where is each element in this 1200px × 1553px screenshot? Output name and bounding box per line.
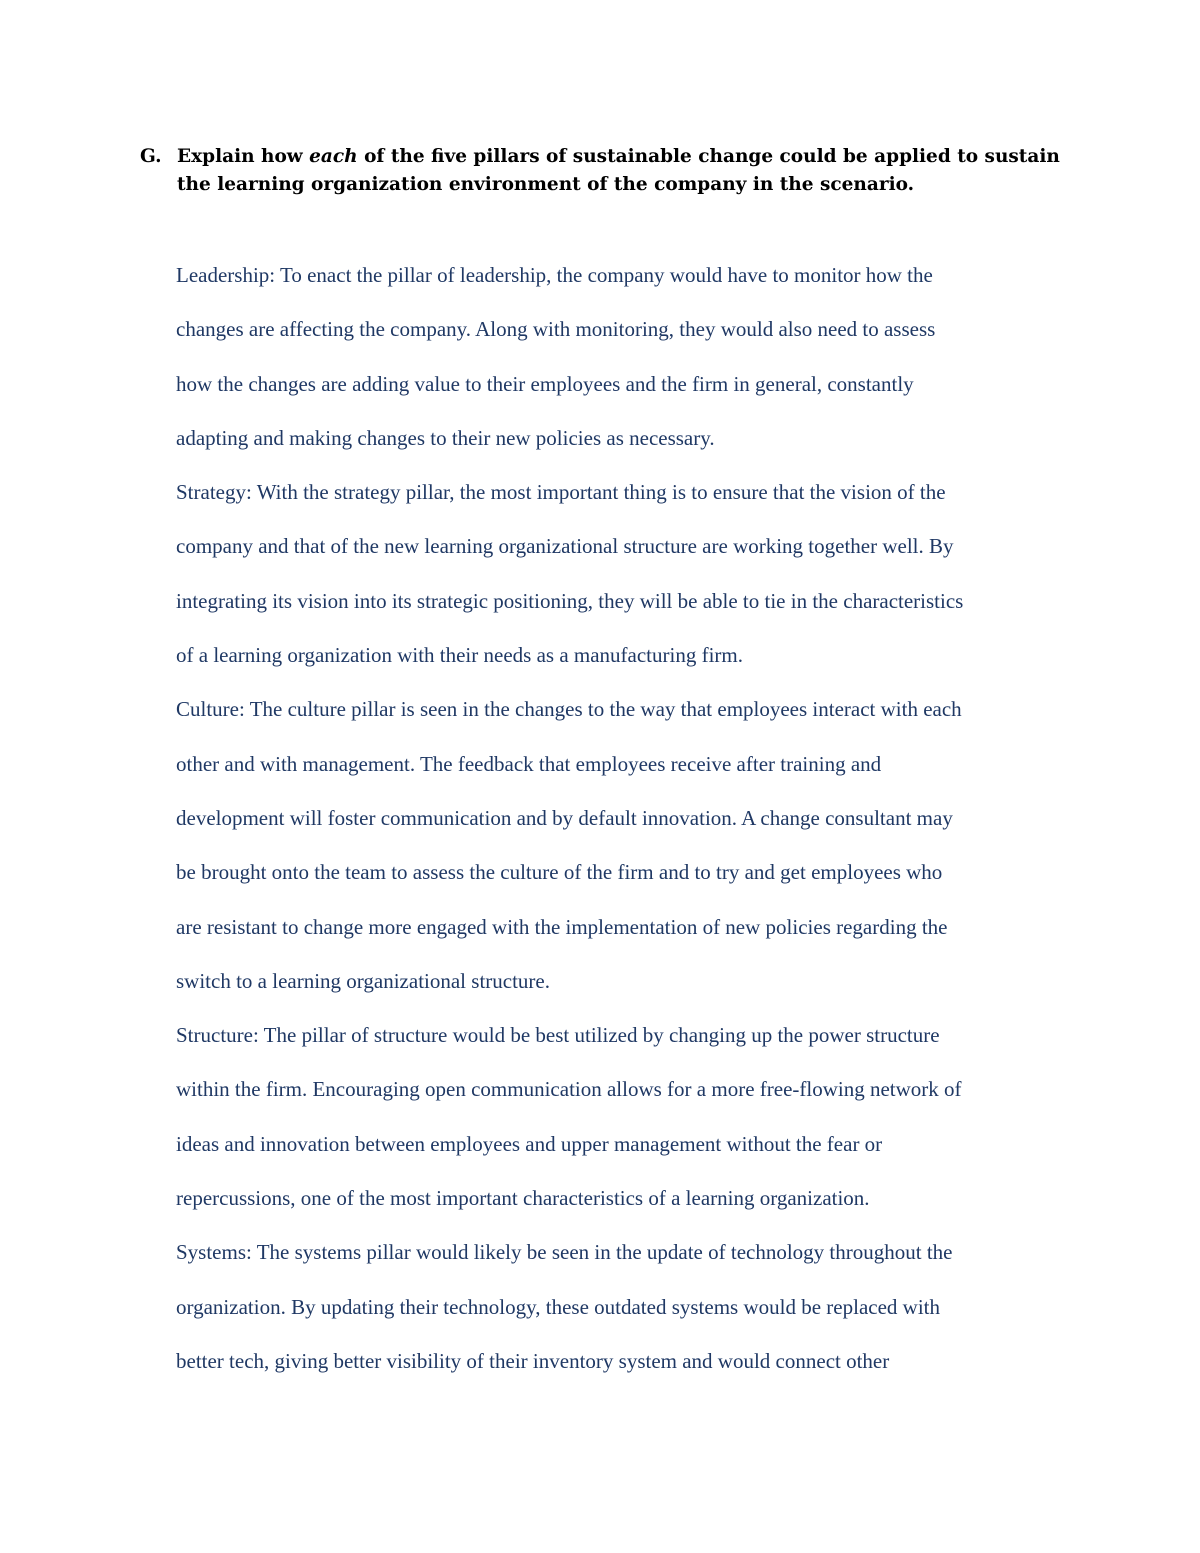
- answer-line: other and with management. The feedback that employees receive after training and: [176, 751, 882, 776]
- question-line-1: [177, 143, 1060, 171]
- question-line-2: the learning organization environment of the company in the scenario.: [177, 174, 915, 195]
- answer-line: of a learning organization with their needs as a manufacturing firm.: [176, 643, 743, 668]
- answer-line: Systems: The systems pillar would likely be seen in the update of technology throughout the: [176, 1240, 953, 1265]
- answer-line: switch to a learning organizational structure.: [176, 968, 550, 993]
- answer-line: ideas and innovation between employees and upper management without the fear or: [176, 1131, 883, 1156]
- answer-body: [176, 248, 1076, 1388]
- answer-line: changes are affecting the company. Along with monitoring, they would also need to assess: [176, 317, 936, 342]
- answer-line: Strategy: With the strategy pillar, the most important thing is to ensure that the vision of the: [176, 480, 946, 505]
- answer-line: Leadership: To enact the pillar of leadership, the company would have to monitor how the: [176, 263, 933, 287]
- answer-line: Culture: The culture pillar is seen in the changes to the way that employees interact with each: [176, 697, 962, 722]
- answer-line: repercussions, one of the most important characteristics of a learning organization.: [176, 1186, 870, 1211]
- answer-line: Structure: The pillar of structure would be best utilized by changing up the power structure: [176, 1023, 940, 1048]
- answer-line: how the changes are adding value to their employees and the firm in general, constantly: [176, 371, 914, 396]
- question-text-before: Explain how: [177, 146, 310, 167]
- answer-line: are resistant to change more engaged with the implementation of new policies regarding the: [176, 914, 948, 939]
- answer-line: company and that of the new learning organizational structure are working together well. By: [176, 534, 954, 559]
- answer-line: adapting and making changes to their new policies as necessary.: [176, 425, 715, 450]
- question-letter: G.: [140, 146, 162, 167]
- answer-line: organization. By updating their technology, these outdated systems would be replaced with: [176, 1294, 940, 1319]
- question-heading: [140, 143, 1060, 199]
- answer-line: development will foster communication and by default innovation. A change consultant may: [176, 805, 953, 830]
- answer-line: better tech, giving better visibility of their inventory system and would connect other: [176, 1348, 890, 1373]
- answer-line: within the firm. Encouraging open communication allows for a more free-flowing network of: [176, 1077, 962, 1102]
- question-emphasis: each: [309, 146, 358, 167]
- answer-line: be brought onto the team to assess the culture of the firm and to try and get employees who: [176, 860, 943, 885]
- question-text-after: of the five pillars of sustainable change could be applied to sustain: [357, 146, 1060, 167]
- answer-line: integrating its vision into its strategic positioning, they will be able to tie in the characteristics: [176, 588, 964, 613]
